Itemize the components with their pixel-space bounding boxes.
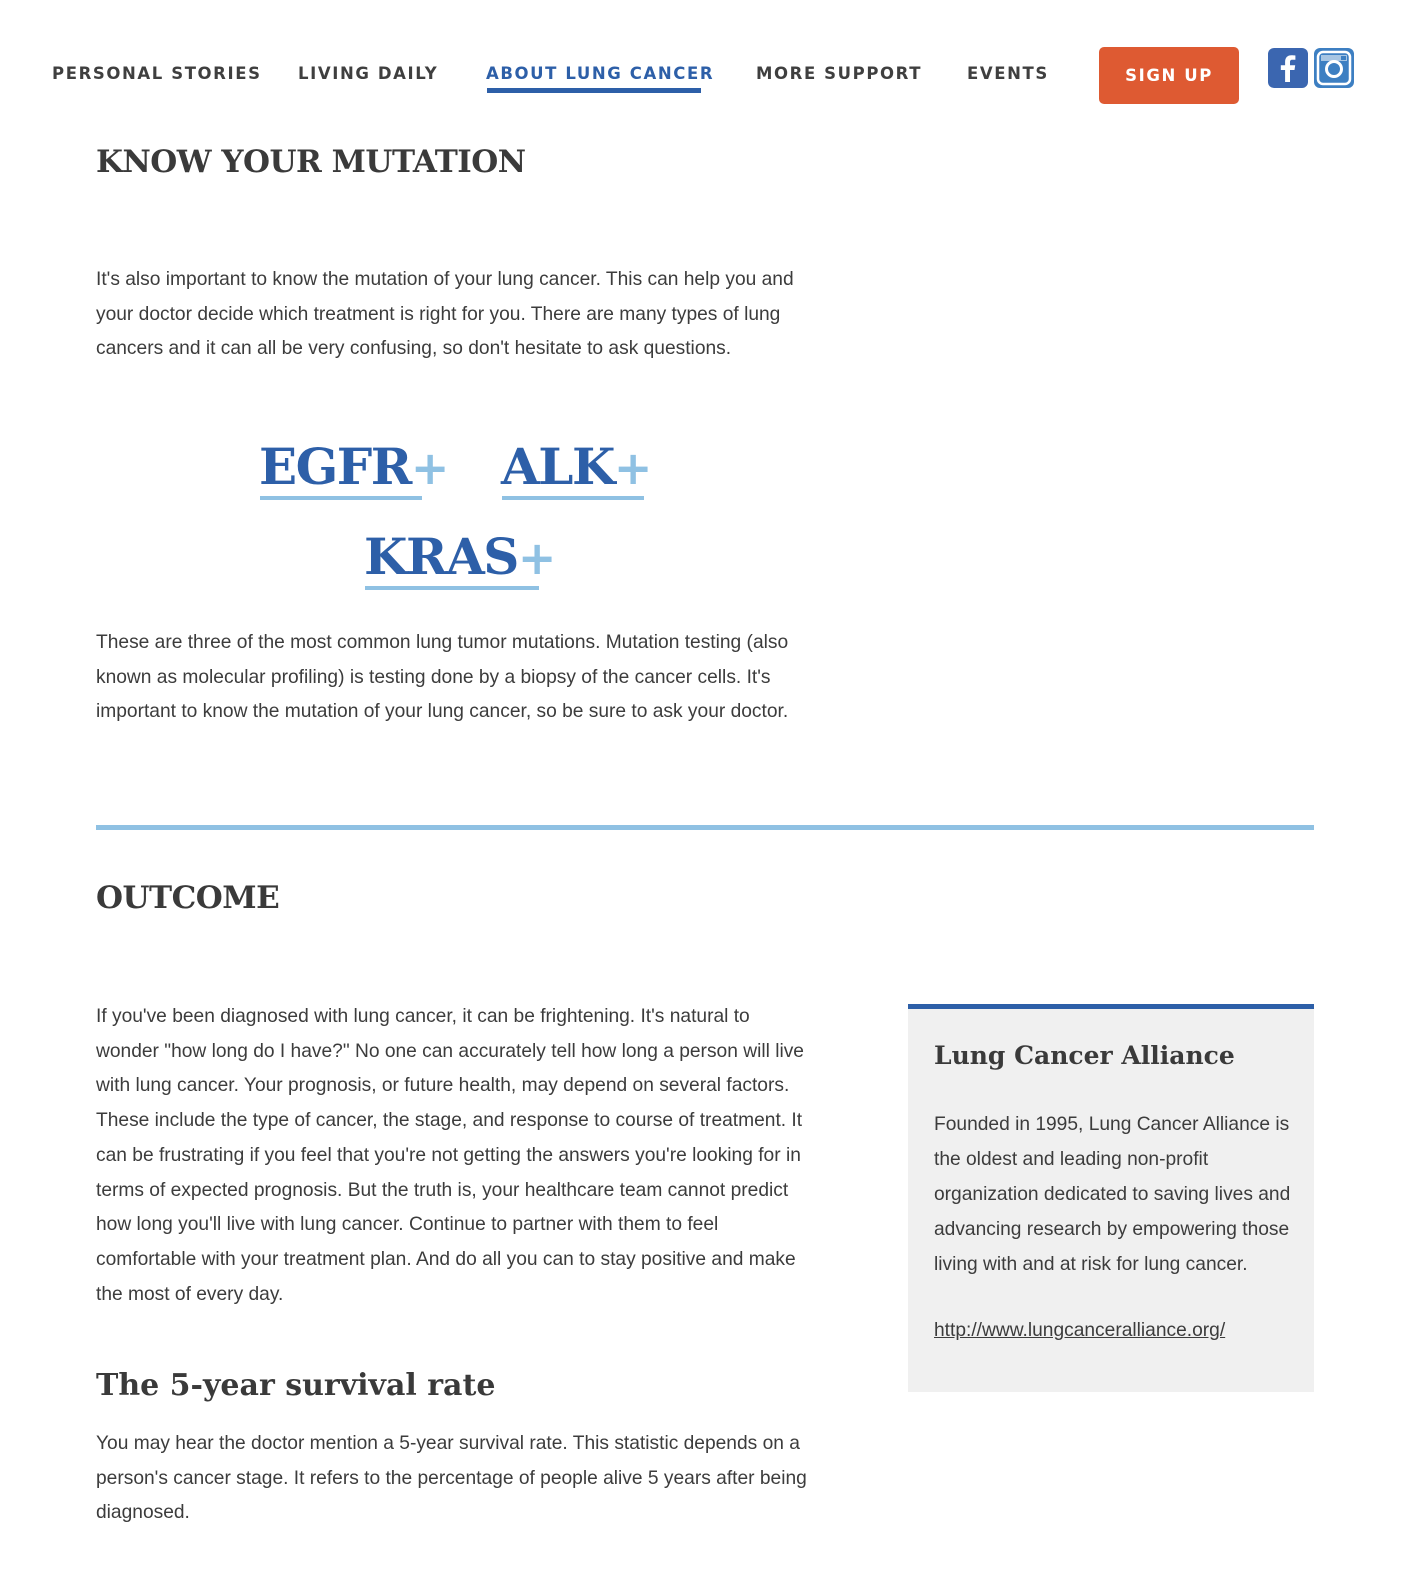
mutation-egfr-underline xyxy=(260,496,422,500)
mutation-kras-label: KRAS xyxy=(364,527,518,586)
mutation-kras-underline xyxy=(365,586,539,590)
mutation-alk-label: ALK xyxy=(501,437,614,496)
sidebar-description: Founded in 1995, Lung Cancer Alliance is the oldest and leading non-profit organization dedicated to saving lives and advancing research by empowering those living with and at risk for lung cancer. xyxy=(934,1114,1291,1275)
nav-item-more-support[interactable]: MORE SUPPORT xyxy=(756,64,923,83)
nav-item-about-lung-cancer[interactable]: ABOUT LUNG CANCER xyxy=(486,64,715,83)
outcome-section-title: OUTCOME xyxy=(96,880,280,916)
plus-icon: + xyxy=(517,531,557,585)
mutation-alk xyxy=(501,438,652,497)
mutation-details-paragraph: These are three of the most common lung tumor mutations. Mutation testing (also known as molecular profiling) is testing done by a biopsy of the cancer cells. It's important to know the mutation of your lung cancer, so be sure to ask your doctor. xyxy=(96,632,789,723)
instagram-icon[interactable] xyxy=(1314,48,1354,88)
top-navigation xyxy=(0,0,1416,120)
outcome-paragraph: If you've been diagnosed with lung cancer, it can be frightening. It's natural to wonder "how long do I have?" No one can accurately tell how long a person will live with lung cancer. Your prognosis, or future health, may depend on several factors. These include the type of cancer, the stage, and response to course of treatment. It can be frustrating if you feel that you're not getting the answers you're looking for in terms of expected prognosis. But the truth is, your healthcare team cannot predict how long you'll live with lung cancer. Continue to partner with them to feel comfortable with your treatment plan. And do all you can to stay positive and make the most of every day. xyxy=(96,1006,804,1305)
mutation-egfr xyxy=(259,438,449,497)
nav-item-events[interactable]: EVENTS xyxy=(967,64,1049,83)
survival-rate-heading: The 5-year survival rate xyxy=(96,1368,496,1403)
lung-cancer-alliance-link[interactable]: http://www.lungcanceralliance.org/ xyxy=(934,1320,1226,1341)
mutation-intro-paragraph: It's also important to know the mutation of your lung cancer. This can help you and your doctor decide which treatment is right for you. There are many types of lung cancers and it can all be very confusing, so don't hesitate to ask questions. xyxy=(96,269,794,360)
survival-rate-paragraph: You may hear the doctor mention a 5-year survival rate. This statistic depends on a person's cancer stage. It refers to the percentage of people alive 5 years after being diagnosed. xyxy=(96,1433,807,1524)
nav-item-personal-stories[interactable]: PERSONAL STORIES xyxy=(52,64,262,83)
plus-icon: + xyxy=(613,441,653,495)
mutation-section-title: KNOW YOUR MUTATION xyxy=(96,144,526,180)
section-divider xyxy=(96,825,1314,830)
plus-icon: + xyxy=(410,441,450,495)
mutation-alk-underline xyxy=(502,496,644,500)
lung-cancer-alliance-sidebar xyxy=(908,1004,1314,1392)
facebook-icon[interactable] xyxy=(1268,48,1308,88)
mutation-kras xyxy=(364,528,556,587)
sign-up-button[interactable]: SIGN UP xyxy=(1099,47,1239,104)
sidebar-title: Lung Cancer Alliance xyxy=(934,1041,1235,1070)
mutation-egfr-label: EGFR xyxy=(259,437,411,496)
nav-item-living-daily[interactable]: LIVING DAILY xyxy=(298,64,439,83)
active-nav-underline xyxy=(487,88,701,93)
